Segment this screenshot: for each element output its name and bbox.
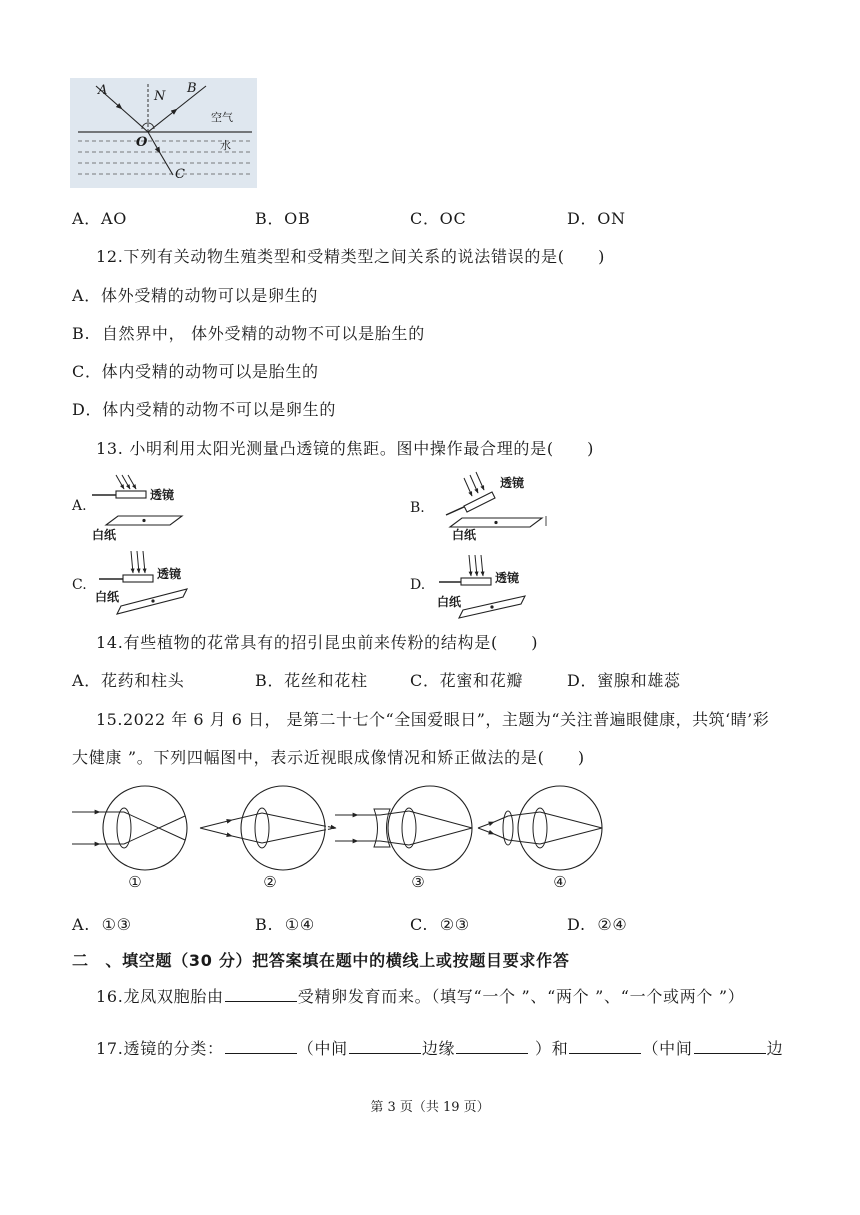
q14-option-d: D．蜜腺和雄蕊 bbox=[567, 671, 681, 690]
q17-text-2: （中间 bbox=[297, 1039, 348, 1058]
section-heading: 二 、填空题（30 分）把答案填在题中的横线上或按题目要求作答 bbox=[72, 951, 570, 970]
eye-diagram-2 bbox=[200, 786, 336, 870]
lens bbox=[123, 575, 153, 582]
eyeball bbox=[518, 786, 602, 870]
q17-text-4: ）和 bbox=[529, 1039, 569, 1058]
q13-diagram-b bbox=[438, 470, 550, 542]
light-ray bbox=[262, 813, 323, 826]
q17-text-1: 17.透镜的分类： bbox=[96, 1039, 224, 1058]
light-ray bbox=[478, 828, 494, 834]
sunlight-ray bbox=[137, 551, 139, 573]
lens-label: 透镜 bbox=[157, 567, 182, 581]
q12-stem: 12.下列有关动物生殖类型和受精类型之间关系的说法错误的是( ) bbox=[96, 247, 606, 266]
light-ray bbox=[200, 820, 232, 828]
eye-diagrams bbox=[60, 782, 620, 894]
q14-stem: 14.有些植物的花常具有的招引昆虫前来传粉的结构是( ) bbox=[96, 633, 539, 652]
sunlight-ray bbox=[143, 551, 145, 573]
paper-label: 白纸 bbox=[92, 528, 117, 542]
light-spot bbox=[494, 521, 497, 524]
q13-diagram-a bbox=[88, 472, 188, 544]
q13-diagram-d bbox=[433, 552, 533, 620]
q16-text-2: 受精卵发育而来。（填写“一个 ”、“两个 ”、“一个或两个 ”） bbox=[297, 987, 745, 1006]
q13-option-b-label: B. bbox=[410, 500, 425, 516]
label-o: O bbox=[136, 135, 148, 150]
light-ray bbox=[540, 828, 602, 844]
eye-lens bbox=[402, 808, 416, 848]
light-spot bbox=[151, 599, 154, 602]
light-ray bbox=[409, 811, 472, 828]
sunlight-ray bbox=[469, 555, 471, 576]
paper-label: 白纸 bbox=[437, 595, 462, 609]
q14-option-b: B．花丝和花柱 bbox=[255, 671, 368, 690]
q13-diagram-c bbox=[93, 548, 193, 616]
eye-diagram-1 bbox=[72, 786, 187, 870]
light-ray bbox=[262, 830, 323, 843]
q14-option-a: A．花药和柱头 bbox=[72, 671, 185, 690]
q15-option-a: A. ①③ bbox=[72, 915, 132, 934]
light-ray bbox=[409, 828, 472, 845]
q17-text-3: 边缘 bbox=[421, 1039, 456, 1058]
answer-blank bbox=[349, 1039, 421, 1054]
q17-line bbox=[96, 1038, 783, 1060]
eye-diagram-label-2: ② bbox=[263, 873, 277, 891]
q11-option-d: D．ON bbox=[567, 209, 626, 228]
q16-line bbox=[96, 986, 745, 1008]
q12-option-d: D．体内受精的动物不可以是卵生的 bbox=[72, 400, 337, 419]
light-ray bbox=[540, 812, 602, 828]
label-water: 水 bbox=[220, 139, 231, 152]
eyeball bbox=[103, 786, 187, 870]
light-ray bbox=[124, 812, 185, 840]
light-ray bbox=[200, 828, 232, 836]
sunlight-ray bbox=[476, 472, 484, 490]
q13-stem: 13. 小明利用太阳光测量凸透镜的焦距。图中操作最合理的是( ) bbox=[96, 439, 595, 458]
sunlight-ray bbox=[464, 478, 472, 496]
q11-option-c: C．OC bbox=[410, 209, 467, 228]
eye-lens bbox=[533, 808, 547, 848]
sunlight-ray bbox=[470, 475, 478, 493]
q17-text-5: （中间 bbox=[642, 1039, 693, 1058]
paper-label: 白纸 bbox=[452, 528, 477, 542]
q15-option-d: D. ②④ bbox=[567, 915, 628, 934]
q12-option-c: C．体内受精的动物可以是胎生的 bbox=[72, 362, 319, 381]
sunlight-ray bbox=[131, 551, 133, 573]
page-footer: 第 3 页（共 19 页） bbox=[370, 1100, 490, 1115]
lens-holder bbox=[446, 506, 466, 515]
lens bbox=[464, 492, 495, 512]
q13-option-a-label: A. bbox=[72, 498, 87, 514]
lens-label: 透镜 bbox=[500, 476, 525, 490]
light-ray bbox=[478, 822, 494, 828]
answer-blank bbox=[225, 987, 297, 1002]
label-n: N bbox=[154, 89, 166, 104]
sunlight-ray bbox=[475, 555, 477, 576]
paper-label: 白纸 bbox=[95, 590, 120, 604]
q15-stem-line1: 15.2022 年 6 月 6 日， 是第二十七个“全国爱眼日”，主题为“关注普遍眼健康，共筑‘睛’彩 bbox=[96, 710, 770, 729]
q15-option-b: B. ①④ bbox=[255, 915, 315, 934]
q15-option-c: C. ②③ bbox=[410, 915, 470, 934]
label-c: C bbox=[175, 167, 185, 182]
q12-option-b: B. 自然界中， 体外受精的动物不可以是胎生的 bbox=[72, 324, 425, 343]
q15-stem-line2: 大健康 ”。下列四幅图中，表示近视眼成像情况和矫正做法的是( ) bbox=[72, 748, 585, 767]
q12-option-a: A．体外受精的动物可以是卵生的 bbox=[72, 286, 319, 305]
q11-option-a: A．AO bbox=[72, 209, 128, 228]
lens bbox=[116, 491, 146, 498]
reflection-refraction-figure bbox=[70, 78, 257, 188]
answer-blank bbox=[456, 1039, 528, 1054]
eye-diagram-label-3: ③ bbox=[411, 873, 425, 891]
q14-option-c: C．花蜜和花瓣 bbox=[410, 671, 524, 690]
lens-label: 透镜 bbox=[150, 488, 175, 502]
q13-option-c-label: C. bbox=[72, 577, 87, 593]
light-ray bbox=[124, 816, 185, 844]
lens-label: 透镜 bbox=[495, 571, 520, 585]
lens bbox=[461, 578, 491, 585]
eyeball bbox=[388, 786, 472, 870]
eye-diagram-3 bbox=[335, 786, 472, 870]
q11-option-b: B．OB bbox=[255, 209, 311, 228]
eyeball bbox=[241, 786, 325, 870]
answer-blank bbox=[569, 1039, 641, 1054]
light-spot bbox=[142, 519, 145, 522]
answer-blank bbox=[225, 1039, 297, 1054]
eye-diagram-label-1: ① bbox=[128, 873, 142, 891]
light-ray bbox=[232, 813, 262, 820]
q16-text-1: 16.龙凤双胞胎由 bbox=[96, 987, 224, 1006]
label-b: B bbox=[187, 81, 197, 96]
q13-option-d-label: D. bbox=[410, 577, 426, 593]
q17-text-6: 边 bbox=[766, 1039, 784, 1058]
answer-blank bbox=[694, 1039, 766, 1054]
light-spot bbox=[490, 605, 493, 608]
label-a: A bbox=[98, 83, 108, 98]
eye-diagram-4 bbox=[478, 786, 602, 870]
label-air: 空气 bbox=[211, 111, 233, 124]
eye-diagram-label-4: ④ bbox=[553, 873, 567, 891]
sunlight-ray bbox=[481, 555, 483, 576]
light-ray bbox=[232, 836, 262, 843]
